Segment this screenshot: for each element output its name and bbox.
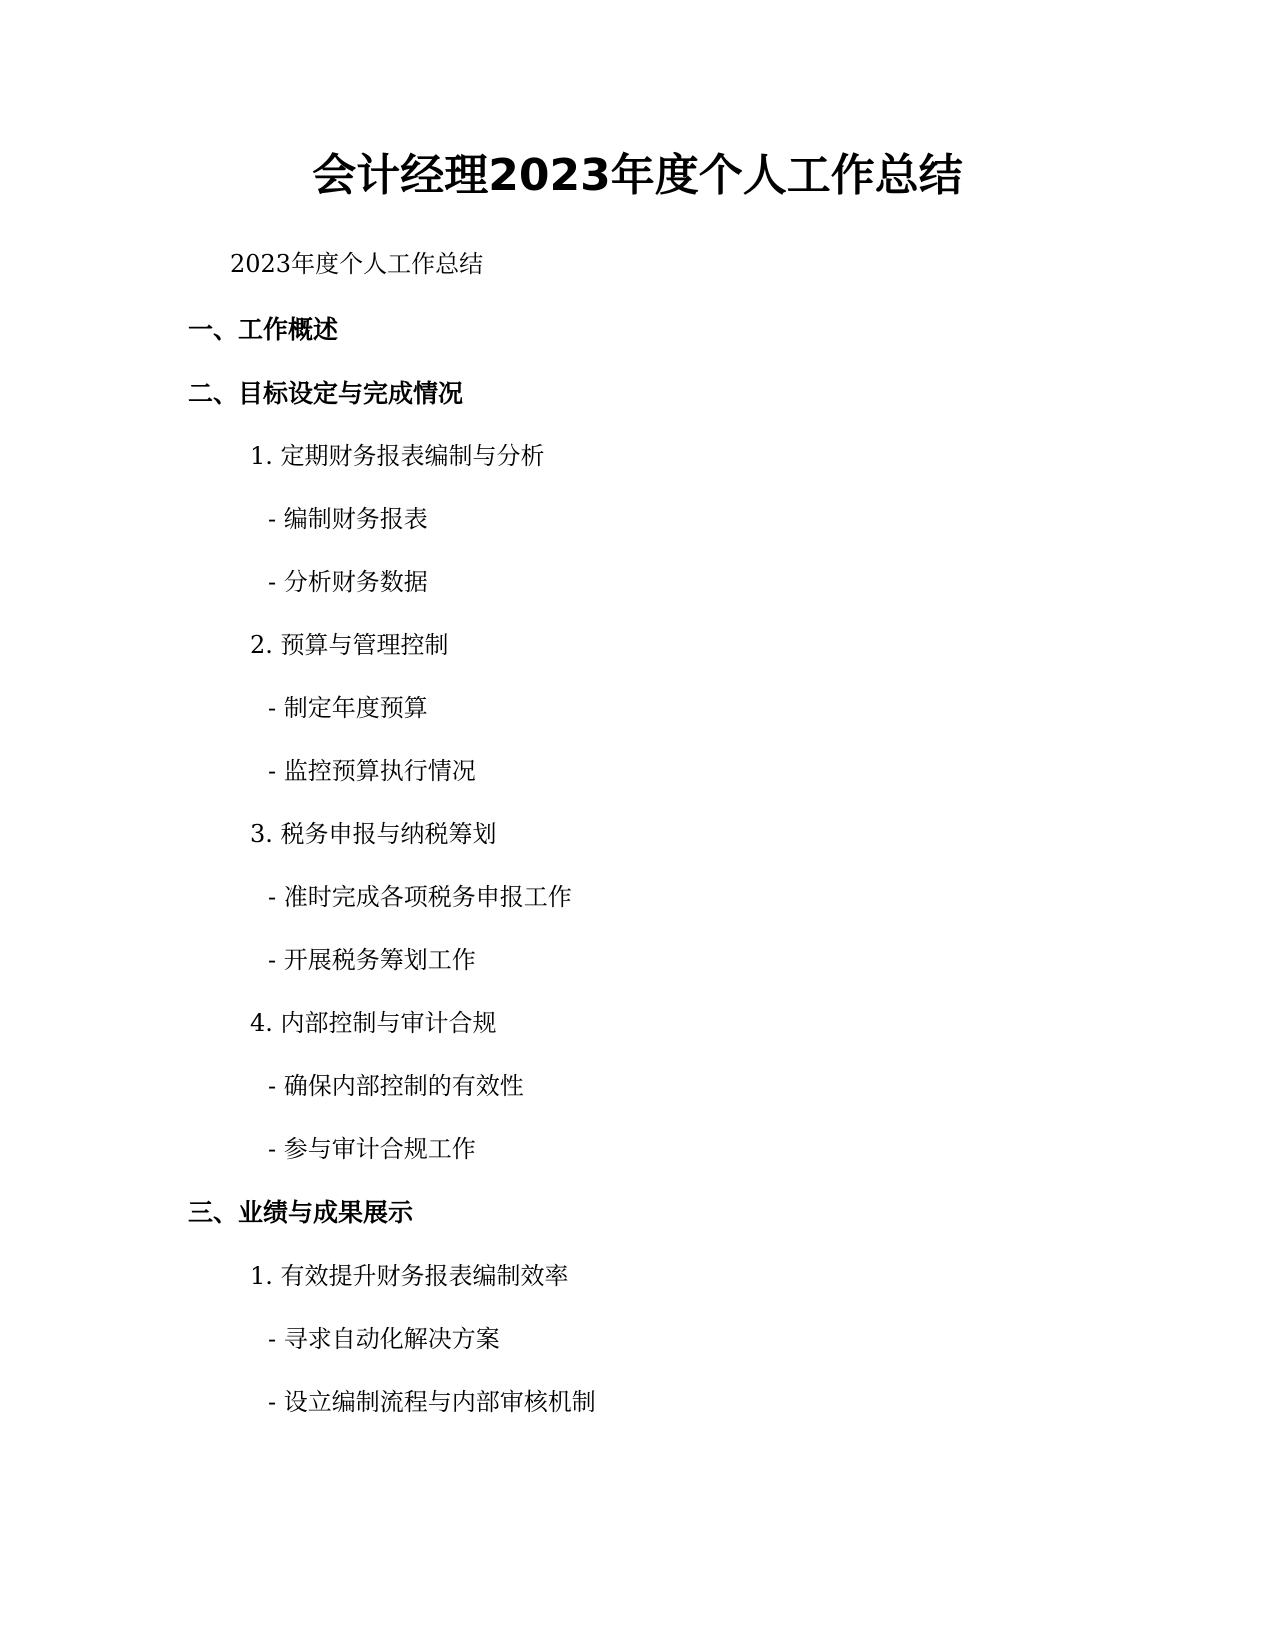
list-item-bullet: - 确保内部控制的有效性 <box>268 1072 524 1100</box>
section-heading-overview: 一、工作概述 <box>188 315 339 344</box>
list-item-bullet: - 分析财务数据 <box>268 568 428 596</box>
document-title: 会计经理2023年度个人工作总结 <box>312 150 963 201</box>
section-heading-achievements: 三、业绩与成果展示 <box>188 1198 414 1227</box>
list-item-bullet: - 编制财务报表 <box>268 505 428 533</box>
list-item-number: 4. 内部控制与审计合规 <box>250 1009 497 1037</box>
list-item-bullet: - 寻求自动化解决方案 <box>268 1325 500 1353</box>
list-item-bullet: - 设立编制流程与内部审核机制 <box>268 1388 596 1416</box>
list-item-bullet: - 准时完成各项税务申报工作 <box>268 883 572 911</box>
list-item-number: 1. 定期财务报表编制与分析 <box>250 442 545 470</box>
list-item-bullet: - 参与审计合规工作 <box>268 1135 476 1163</box>
section-heading-goals: 二、目标设定与完成情况 <box>188 379 464 408</box>
list-item-number: 2. 预算与管理控制 <box>250 631 449 659</box>
list-item-number: 3. 税务申报与纳税筹划 <box>250 820 497 848</box>
list-item-bullet: - 开展税务筹划工作 <box>268 946 476 974</box>
document-subtitle: 2023年度个人工作总结 <box>230 250 484 278</box>
list-item-bullet: - 监控预算执行情况 <box>268 757 476 785</box>
list-item-bullet: - 制定年度预算 <box>268 694 428 722</box>
list-item-number: 1. 有效提升财务报表编制效率 <box>250 1262 569 1290</box>
